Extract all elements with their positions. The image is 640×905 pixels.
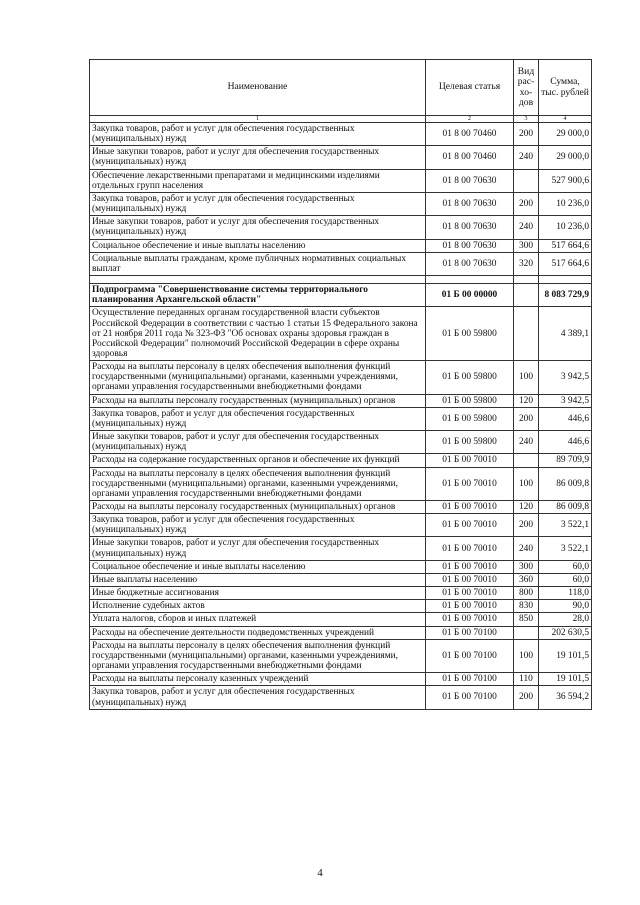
row-expense-type: 850 [514,613,539,626]
row-expense-type [514,626,539,639]
row-amount: 29 000,0 [539,146,592,169]
table-row [90,284,592,307]
row-target-article: 01 8 00 70630 [426,192,514,215]
row-amount: 28,0 [539,613,592,626]
row-target-article: 01 8 00 70630 [426,252,514,275]
row-target-article: 01 8 00 70630 [426,239,514,252]
row-amount: 446,6 [539,431,592,454]
row-amount: 29 000,0 [539,123,592,146]
row-amount: 10 236,0 [539,192,592,215]
row-amount: 3 522,1 [539,514,592,537]
row-amount: 36 594,2 [539,686,592,709]
row-expense-type: 360 [514,573,539,586]
row-expense-type [514,307,539,361]
row-name: Расходы на выплаты персоналу в целях обеспечения выполнения функций государственными (муниципальными) органами, казенными учреждениями, органами управления государственными внебюджетными фондами [90,361,426,394]
table-row [90,192,592,215]
row-target-article: 01 8 00 70460 [426,146,514,169]
row-target-article: 01 Б 00 70010 [426,537,514,560]
row-name: Социальное обеспечение и иные выплаты населению [90,239,426,252]
row-name: Расходы на выплаты персоналу в целях обеспечения выполнения функций государственными (муниципальными) органами, казенными учреждениями, органами управления государственными внебюджетными фондами [90,639,426,672]
row-expense-type: 320 [514,252,539,275]
table-row [90,639,592,672]
row-amount: 19 101,5 [539,673,592,686]
row-expense-type: 240 [514,146,539,169]
row-expense-type [514,284,539,307]
table-row [90,686,592,709]
table-row [90,454,592,467]
row-target-article: 01 Б 00 70010 [426,514,514,537]
row-expense-type: 240 [514,216,539,239]
row-name: Закупка товаров, работ и услуг для обеспечения государственных (муниципальных) нужд [90,514,426,537]
row-name: Иные выплаты населению [90,573,426,586]
row-expense-type [514,276,539,284]
row-name: Расходы на выплаты персоналу казенных учреждений [90,673,426,686]
row-amount: 527 900,6 [539,169,592,192]
row-expense-type [514,454,539,467]
row-target-article: 01 Б 00 00000 [426,284,514,307]
row-expense-type: 300 [514,239,539,252]
row-name: Социальные выплаты гражданам, кроме публичных нормативных социальных выплат [90,252,426,275]
row-target-article: 01 Б 00 59800 [426,361,514,394]
row-name: Подпрограмма "Совершенствование системы территориального планирования Архангельской области" [90,284,426,307]
row-name: Иные закупки товаров, работ и услуг для обеспечения государственных (муниципальных) нужд [90,537,426,560]
row-name: Закупка товаров, работ и услуг для обеспечения государственных (муниципальных) нужд [90,123,426,146]
row-amount: 517 664,6 [539,239,592,252]
table-row [90,467,592,500]
row-target-article: 01 8 00 70630 [426,216,514,239]
row-name: Осуществление переданных органам государственной власти субъектов Российской Федерации в соответствии с частью 1 статьи 15 Федерального закона от 21 ноября 2011 года № 323-ФЗ "Об основах охраны здоровья граждан в Российской Федерации" полномочий Российской Федерации в сфере охраны здоровья [90,307,426,361]
row-expense-type: 100 [514,467,539,500]
table-row [90,146,592,169]
row-target-article: 01 Б 00 70010 [426,613,514,626]
page-number: 4 [317,867,323,879]
budget-table [89,59,592,710]
row-name: Расходы на содержание государственных органов и обеспечение их функций [90,454,426,467]
row-name: Уплата налогов, сборов и иных платежей [90,613,426,626]
row-expense-type: 200 [514,407,539,430]
row-expense-type: 100 [514,361,539,394]
row-name [90,276,426,284]
table-row [90,587,592,600]
table-row [90,431,592,454]
row-expense-type: 240 [514,431,539,454]
row-name: Закупка товаров, работ и услуг для обеспечения государственных (муниципальных) нужд [90,192,426,215]
column-index-row [90,116,592,123]
row-target-article: 01 8 00 70630 [426,169,514,192]
spacer-row [90,276,592,284]
table-row [90,600,592,613]
row-target-article: 01 Б 00 70010 [426,560,514,573]
row-target-article: 01 Б 00 70010 [426,600,514,613]
table-row [90,169,592,192]
row-target-article: 01 Б 00 70010 [426,501,514,514]
row-name: Обеспечение лекарственными препаратами и медицинскими изделиями отдельных групп населения [90,169,426,192]
row-amount: 4 389,1 [539,307,592,361]
row-name: Иные закупки товаров, работ и услуг для обеспечения государственных (муниципальных) нужд [90,431,426,454]
table-row [90,307,592,361]
row-amount: 60,0 [539,573,592,586]
row-amount: 60,0 [539,560,592,573]
row-target-article: 01 Б 00 70100 [426,639,514,672]
row-expense-type: 240 [514,537,539,560]
row-expense-type: 100 [514,639,539,672]
row-target-article: 01 Б 00 59800 [426,407,514,430]
table-row [90,560,592,573]
row-expense-type: 120 [514,394,539,407]
column-index: 2 [426,116,514,123]
table-row [90,123,592,146]
row-amount: 517 664,6 [539,252,592,275]
table-row [90,514,592,537]
header-amount: Сумма, тыс. рублей [539,60,592,116]
row-target-article: 01 Б 00 70100 [426,626,514,639]
table-body [90,123,592,710]
row-expense-type [514,169,539,192]
row-amount: 90,0 [539,600,592,613]
row-name: Расходы на обеспечение деятельности подведомственных учреждений [90,626,426,639]
row-name: Расходы на выплаты персоналу государственных (муниципальных) органов [90,501,426,514]
column-index: 1 [90,116,426,123]
row-name: Социальное обеспечение и иные выплаты населению [90,560,426,573]
table-row [90,394,592,407]
row-name: Закупка товаров, работ и услуг для обеспечения государственных (муниципальных) нужд [90,686,426,709]
row-expense-type: 300 [514,560,539,573]
row-target-article: 01 Б 00 59800 [426,394,514,407]
header-target-article: Целевая статья [426,60,514,116]
header-name: Наименование [90,60,426,116]
row-expense-type: 110 [514,673,539,686]
table-row [90,407,592,430]
row-amount: 86 009,8 [539,467,592,500]
row-expense-type: 200 [514,192,539,215]
table-row [90,626,592,639]
row-target-article: 01 Б 00 59800 [426,431,514,454]
table-row [90,239,592,252]
row-target-article: 01 Б 00 70100 [426,673,514,686]
row-amount: 8 083 729,9 [539,284,592,307]
row-amount: 10 236,0 [539,216,592,239]
row-target-article: 01 Б 00 70100 [426,686,514,709]
row-amount: 202 630,5 [539,626,592,639]
table-row [90,537,592,560]
table-row [90,361,592,394]
row-name: Иные закупки товаров, работ и услуг для обеспечения государственных (муниципальных) нужд [90,216,426,239]
row-name: Расходы на выплаты персоналу в целях обеспечения выполнения функций государственными (муниципальными) органами, казенными учреждениями, органами управления государственными внебюджетными фондами [90,467,426,500]
row-amount: 3 522,1 [539,537,592,560]
header-expense-type: Вид рас- хо- дов [514,60,539,116]
row-expense-type: 200 [514,123,539,146]
row-amount: 86 009,8 [539,501,592,514]
column-index: 3 [514,116,539,123]
row-target-article: 01 Б 00 70010 [426,573,514,586]
table-row [90,573,592,586]
row-target-article [426,276,514,284]
row-amount: 3 942,5 [539,394,592,407]
row-amount: 3 942,5 [539,361,592,394]
row-target-article: 01 Б 00 59800 [426,307,514,361]
row-expense-type: 200 [514,514,539,537]
table-row [90,613,592,626]
row-expense-type: 200 [514,686,539,709]
row-target-article: 01 Б 00 70010 [426,467,514,500]
row-target-article: 01 8 00 70460 [426,123,514,146]
row-name: Исполнение судебных актов [90,600,426,613]
row-expense-type: 830 [514,600,539,613]
row-target-article: 01 Б 00 70010 [426,454,514,467]
row-amount: 19 101,5 [539,639,592,672]
row-amount: 118,0 [539,587,592,600]
table-row [90,673,592,686]
row-target-article: 01 Б 00 70010 [426,587,514,600]
row-expense-type: 800 [514,587,539,600]
row-name: Иные бюджетные ассигнования [90,587,426,600]
row-amount [539,276,592,284]
table-row [90,252,592,275]
row-amount: 446,6 [539,407,592,430]
header-row [90,60,592,116]
row-expense-type: 120 [514,501,539,514]
row-name: Иные закупки товаров, работ и услуг для обеспечения государственных (муниципальных) нужд [90,146,426,169]
row-name: Закупка товаров, работ и услуг для обеспечения государственных (муниципальных) нужд [90,407,426,430]
row-amount: 89 709,9 [539,454,592,467]
row-name: Расходы на выплаты персоналу государственных (муниципальных) органов [90,394,426,407]
table-row [90,501,592,514]
column-index: 4 [539,116,592,123]
table-row [90,216,592,239]
